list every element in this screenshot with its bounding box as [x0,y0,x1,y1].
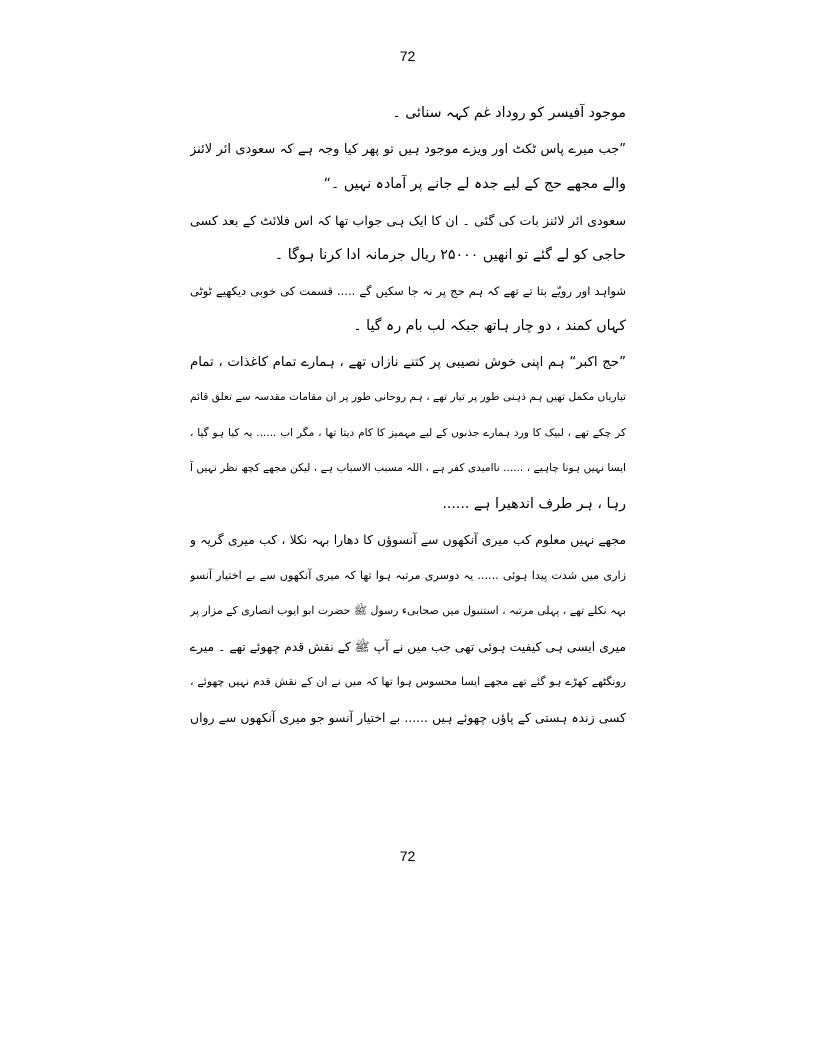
text-line-13: مجھے نہیں معلوم کب میری آنکھوں سے آنسوؤں کا دھارا بہہ نکلا ، کب میری گریہ و [190,532,626,547]
text-line-1: موجود آفیسر کو روداد غم کہہ سنائی ۔ [392,105,626,121]
text-line-9: تیاریاں مکمل تھیں ہم ذہنی طور پر تیار تھے ، ہم روحانی طور پر ان مقامات مقدسہ سے تعلق قائم [190,391,626,403]
text-line-3: والے مجھے حج کے لیے جدہ لے جانے پر آمادہ نہیں ۔“ [323,176,626,192]
text-line-17: رونگٹھے کھڑے ہو گئے تھے مجھے ایسا محسوس ہوا تھا کہ میں نے ان کے نقش قدم نہیں چھوئے ، [190,675,626,688]
text-line-12: رہا ، ہر طرف اندھیرا ہے ...... [442,495,626,512]
text-line-16: میری ایسی ہی کیفیت ہوئی تھی جب میں نے آپ ﷺ کے نقش قدم چھوئے تھے ۔ میرے [190,638,626,654]
text-line-10: کر چکے تھے ، لبیک کا ورد ہمارے جذبوں کے لیے مہمیز کا کام دیتا تھا ، مگر اب ...... یہ کیا ہو گیا ، [190,426,626,439]
page-number-bottom: 72 [399,848,416,864]
text-line-2: ”جب میرے پاس ٹکٹ اور ویزے موجود ہیں تو پھر کیا وجہ ہے کہ سعودی ائر لائنز [190,141,626,157]
text-line-6: شواہد اور رویّے بتا تے تھے کہ ہم حج پر نہ جا سکیں گے ..... قسمت کی خوبی دیکھیے ٹوٹی [190,283,626,298]
text-line-18: کسی زندہ ہستی کے پاؤں چھوئے ہیں ...... بے اختیار آنسو جو میری آنکھوں سے رواں [190,709,626,725]
text-line-4: سعودی ائر لائنز بات کی گئی ۔ ان کا ایک ہی جواب تھا کہ اس فلائٹ کے بعد کسی [190,212,626,228]
page-body [190,96,626,735]
page-number-top: 72 [399,48,416,64]
text-line-14: زاری میں شدت پیدا ہوئی ...... یہ دوسری مرتبہ ہوا تھا کہ میری آنکھوں سے بے اختیار آنسو [190,568,626,582]
text-line-8: ”حج اکبر“ ہم اپنی خوش نصیبی پر کتنے نازاں تھے ، ہمارے تمام کاغذات ، تمام [190,354,626,370]
text-line-15: بہہ نکلے تھے ، پہلی مرتبہ ، استنبول میں صحابیء رسول ﷺ حضرت ابو ایوب انصاری کے مزار پر [190,604,626,617]
text-line-5: حاجی کو لے گئے تو انھیں ۲۵۰۰۰ ریال جرمانہ ادا کرنا ہوگا ۔ [274,247,626,263]
text-line-7: کہاں کمند ، دو چار ہاتھ جبکہ لب بام رہ گیا ۔ [353,318,626,334]
text-line-11: ایسا نہیں ہونا چاہیے ، ...... ناامیدی کفر ہے ، اللہ مسبب الاسباب ہے ، لیکن مجھے کچھ نظر نہیں آ [190,462,626,474]
